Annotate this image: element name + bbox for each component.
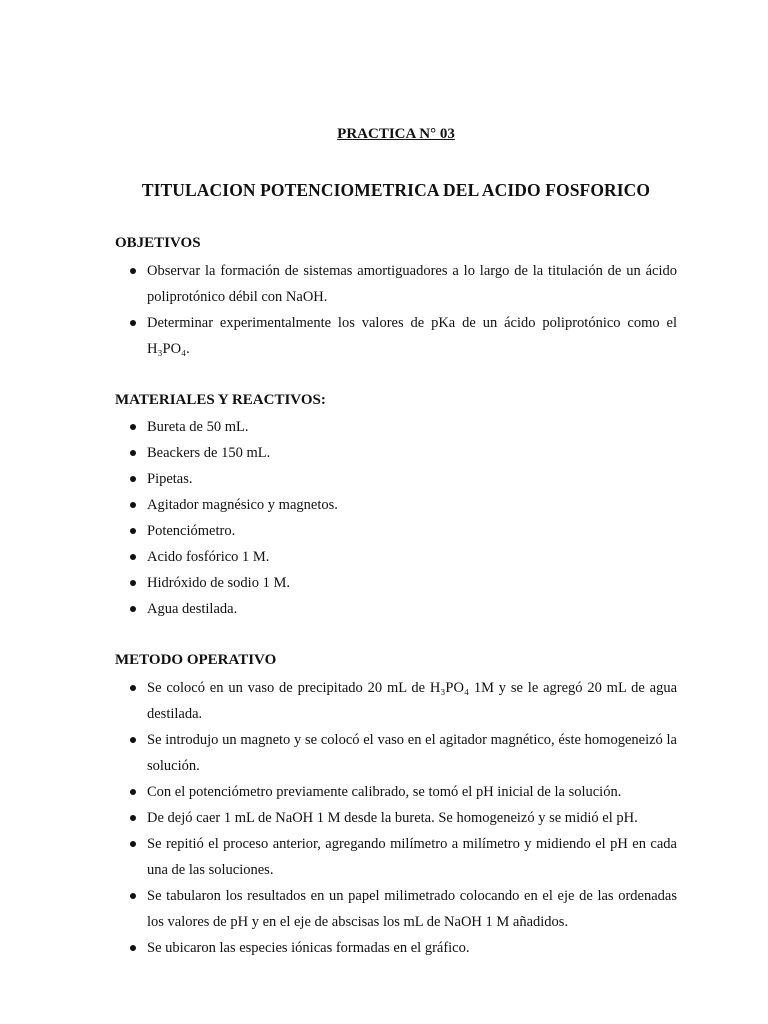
bullet-icon xyxy=(130,476,136,482)
bullet-icon xyxy=(130,528,136,534)
metodo-heading: METODO OPERATIVO xyxy=(115,652,277,668)
metodo-list xyxy=(115,675,677,961)
list-item-text: Pipetas. xyxy=(147,471,193,487)
bullet-icon xyxy=(130,424,136,430)
bullet-icon xyxy=(130,945,136,951)
materiales-heading: MATERIALES Y REACTIVOS: xyxy=(115,392,326,408)
bullet-icon xyxy=(130,502,136,508)
list-item xyxy=(115,466,677,492)
list-item-text: Hidróxido de sodio 1 M. xyxy=(147,575,290,591)
list-item-text: Observar la formación de sistemas amortiguadores a lo largo de la titulación de un ácido poliprotónico débil con NaOH. xyxy=(147,263,677,305)
list-item-text: Bureta de 50 mL. xyxy=(147,419,249,435)
list-item-text: Se repitió el proceso anterior, agregando milímetro a milímetro y midiendo el pH en cada una de las soluciones. xyxy=(147,836,677,878)
list-item-text: De dejó caer 1 mL de NaOH 1 M desde la bureta. Se homogeneizó y se midió el pH. xyxy=(147,810,638,826)
list-item xyxy=(115,805,677,831)
list-item xyxy=(115,544,677,570)
bullet-icon xyxy=(130,815,136,821)
list-item-text: Con el potenciómetro previamente calibrado, se tomó el pH inicial de la solución. xyxy=(147,784,622,800)
bullet-icon xyxy=(130,450,136,456)
list-item xyxy=(115,596,677,622)
bullet-icon xyxy=(130,606,136,612)
objetivos-heading: OBJETIVOS xyxy=(115,235,201,251)
bullet-icon xyxy=(130,554,136,560)
bullet-icon xyxy=(130,268,136,274)
list-item-text: Se tabularon los resultados en un papel milimetrado colocando en el eje de las ordenadas los valores de pH y en el eje de abscisas los mL de NaOH 1 M añadidos. xyxy=(147,888,677,930)
bullet-icon xyxy=(130,893,136,899)
list-item xyxy=(115,258,677,310)
list-item xyxy=(115,831,677,883)
list-item xyxy=(115,779,677,805)
list-item xyxy=(115,935,677,961)
list-item-text: Se introdujo un magneto y se colocó el vaso en el agitador magnético, éste homogeneizó la solución. xyxy=(147,732,677,774)
bullet-icon xyxy=(130,841,136,847)
list-item-text: Beackers de 150 mL. xyxy=(147,445,271,461)
list-item xyxy=(115,440,677,466)
bullet-icon xyxy=(130,320,136,326)
bullet-icon xyxy=(130,580,136,586)
list-item xyxy=(115,883,677,935)
document-title: TITULACION POTENCIOMETRICA DEL ACIDO FOSFORICO xyxy=(141,180,651,200)
list-item-text: Se colocó en un vaso de precipitado 20 mL de H₃PO₄ 1M y se le agregó 20 mL de agua destilada. xyxy=(147,680,677,722)
practice-number: PRACTICA N° 03 xyxy=(337,126,455,142)
list-item xyxy=(115,675,677,727)
list-item-text: Agua destilada. xyxy=(147,601,238,617)
list-item xyxy=(115,518,677,544)
document-page xyxy=(115,0,677,1024)
list-item xyxy=(115,414,677,440)
list-item xyxy=(115,570,677,596)
list-item-text: Acido fosfórico 1 M. xyxy=(147,549,270,565)
list-item-text: Agitador magnésico y magnetos. xyxy=(147,497,338,513)
list-item xyxy=(115,492,677,518)
materiales-list xyxy=(115,414,677,622)
bullet-icon xyxy=(130,737,136,743)
list-item-text: Determinar experimentalmente los valores de pKa de un ácido poliprotónico como el H₃PO₄. xyxy=(147,315,677,357)
bullet-icon xyxy=(130,685,136,691)
bullet-icon xyxy=(130,789,136,795)
list-item-text: Se ubicaron las especies iónicas formadas en el gráfico. xyxy=(147,940,470,956)
list-item-text: Potenciómetro. xyxy=(147,523,236,539)
list-item xyxy=(115,727,677,779)
list-item xyxy=(115,310,677,362)
objetivos-list xyxy=(115,258,677,362)
